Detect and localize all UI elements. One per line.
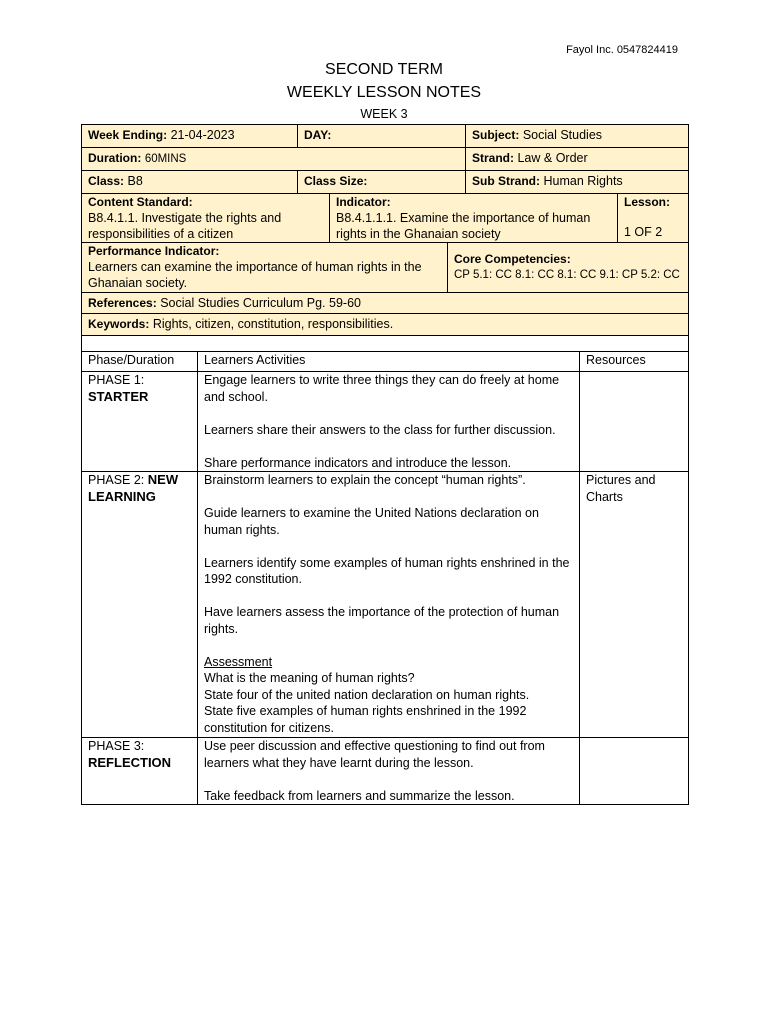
- phase-3-resources: [580, 738, 688, 804]
- header-phase-duration: Phase/Duration: [82, 352, 198, 371]
- duration-cell: [82, 148, 467, 170]
- performance-indicator-cell: [82, 243, 448, 292]
- week-ending-value: 21-04-2023: [170, 128, 235, 142]
- lesson-value: 1 OF 2: [624, 225, 663, 239]
- sub-strand-label: Sub Strand:: [472, 174, 540, 188]
- duration-label: Duration:: [88, 151, 142, 165]
- duration-value: 60MINS: [144, 153, 187, 165]
- performance-indicator-label: Performance Indicator:: [88, 244, 220, 258]
- table-header-row: [82, 352, 688, 371]
- class-size-cell: [297, 171, 467, 193]
- phase-1-subtitle: STARTER: [88, 388, 149, 404]
- week-ending-label: Week Ending:: [88, 128, 168, 142]
- phase-2-cell: [82, 472, 198, 737]
- header-resources: Resources: [586, 353, 646, 367]
- phase-2-row: [82, 471, 688, 737]
- info-row-standards: [81, 193, 689, 243]
- info-row-duration: [81, 147, 689, 171]
- phase-2-subtitle: LEARNING: [88, 488, 156, 504]
- class-cell: [82, 171, 297, 193]
- header-learners-activities: Learners Activities: [198, 352, 580, 371]
- info-row-keywords: [81, 313, 689, 336]
- day-label: DAY:: [304, 128, 332, 142]
- lesson-label: Lesson:: [624, 195, 671, 209]
- class-label: Class:: [88, 174, 125, 188]
- phase-1-title: PHASE 1:: [88, 373, 145, 387]
- indicator-cell: [329, 194, 618, 242]
- core-competencies-value: CP 5.1: CC 8.1: CC 8.1: CC 9.1: CP 5.2: CC: [454, 269, 680, 281]
- day-cell: [297, 125, 467, 147]
- keywords-value: Rights, citizen, constitution, responsibilities.: [152, 317, 394, 331]
- week-label: WEEK 3: [360, 107, 408, 121]
- class-size-label: Class Size:: [304, 174, 368, 188]
- strand-cell: [465, 148, 688, 170]
- phase-1-activities: [198, 372, 580, 471]
- sub-strand-cell: [465, 171, 688, 193]
- phase-1-row: [82, 371, 688, 471]
- keywords-label: Keywords:: [88, 317, 150, 331]
- references-cell: [82, 293, 688, 313]
- phase-2-resources: Pictures and Charts: [586, 473, 656, 504]
- spacer-row: [81, 335, 689, 352]
- activity-item: Brainstorm learners to explain the concept “human rights”.: [204, 473, 526, 487]
- performance-indicator-value: Learners can examine the importance of human rights in the Ghanaian society.: [88, 260, 422, 290]
- keywords-cell: [82, 314, 688, 335]
- assessment-item: State four of the united nation declaration on human rights.: [204, 687, 530, 702]
- phase-3-activities: [198, 738, 580, 804]
- term-title: SECOND TERM: [325, 61, 443, 78]
- subject-label: Subject:: [472, 128, 520, 142]
- sub-strand-value: Human Rights: [543, 174, 623, 188]
- phase-3-cell: [82, 738, 198, 804]
- activity-item: Share performance indicators and introduce the lesson.: [204, 455, 512, 470]
- activity-item: Take feedback from learners and summarize the lesson.: [204, 788, 515, 803]
- strand-label: Strand:: [472, 151, 514, 165]
- activity-item: Learners share their answers to the class for further discussion.: [204, 422, 556, 437]
- activity-item: Guide learners to examine the United Nations declaration on human rights.: [204, 506, 539, 537]
- week-ending-cell: [82, 125, 297, 147]
- lesson-phases-table: [81, 351, 689, 805]
- assessment-item: State five examples of human rights enshrined in the 1992 constitution for citizens.: [204, 704, 527, 735]
- class-value: B8: [127, 174, 143, 188]
- references-label: References:: [88, 296, 157, 310]
- references-value: Social Studies Curriculum Pg. 59-60: [160, 296, 361, 310]
- lesson-cell: [617, 194, 688, 242]
- phase-2-activities: [198, 472, 580, 737]
- author-contact: Fayol Inc. 0547824419: [566, 44, 678, 56]
- assessment-heading: Assessment: [204, 654, 273, 669]
- phase-2-title: PHASE 2:: [88, 473, 145, 487]
- info-row-references: [81, 292, 689, 314]
- activity-item: Have learners assess the importance of the protection of human rights.: [204, 605, 560, 636]
- info-row-class: [81, 170, 689, 194]
- phase-2-title-bold: NEW: [147, 472, 179, 487]
- content-standard-label: Content Standard:: [88, 195, 193, 209]
- indicator-value: B8.4.1.1.1. Examine the importance of human rights in the Ghanaian society: [336, 211, 591, 241]
- assessment-item: What is the meaning of human rights?: [204, 671, 415, 685]
- phase-3-title: PHASE 3:: [88, 739, 145, 753]
- activity-item: Use peer discussion and effective questioning to find out from learners what they have learnt during the lesson.: [204, 739, 545, 770]
- subject-cell: [465, 125, 688, 147]
- phase-1-resources: [580, 372, 688, 471]
- content-standard-value: B8.4.1.1. Investigate the rights and responsibilities of a citizen: [88, 211, 282, 241]
- phase-1-cell: [82, 372, 198, 471]
- core-competencies-label: Core Competencies:: [454, 252, 571, 266]
- content-standard-cell: [82, 194, 330, 242]
- title-block: [0, 59, 768, 124]
- info-row-week: [81, 124, 689, 148]
- core-competencies-cell: [447, 243, 688, 292]
- info-row-performance: [81, 242, 689, 293]
- subject-value: Social Studies: [522, 128, 603, 142]
- activity-item: Engage learners to write three things they can do freely at home and school.: [204, 373, 560, 404]
- indicator-label: Indicator:: [336, 195, 391, 209]
- phase-3-row: [82, 737, 688, 804]
- phase-3-subtitle: REFLECTION: [88, 754, 172, 770]
- document-title: WEEKLY LESSON NOTES: [286, 84, 482, 101]
- strand-value: Law & Order: [517, 151, 588, 165]
- activity-item: Learners identify some examples of human rights enshrined in the 1992 constitution.: [204, 555, 570, 586]
